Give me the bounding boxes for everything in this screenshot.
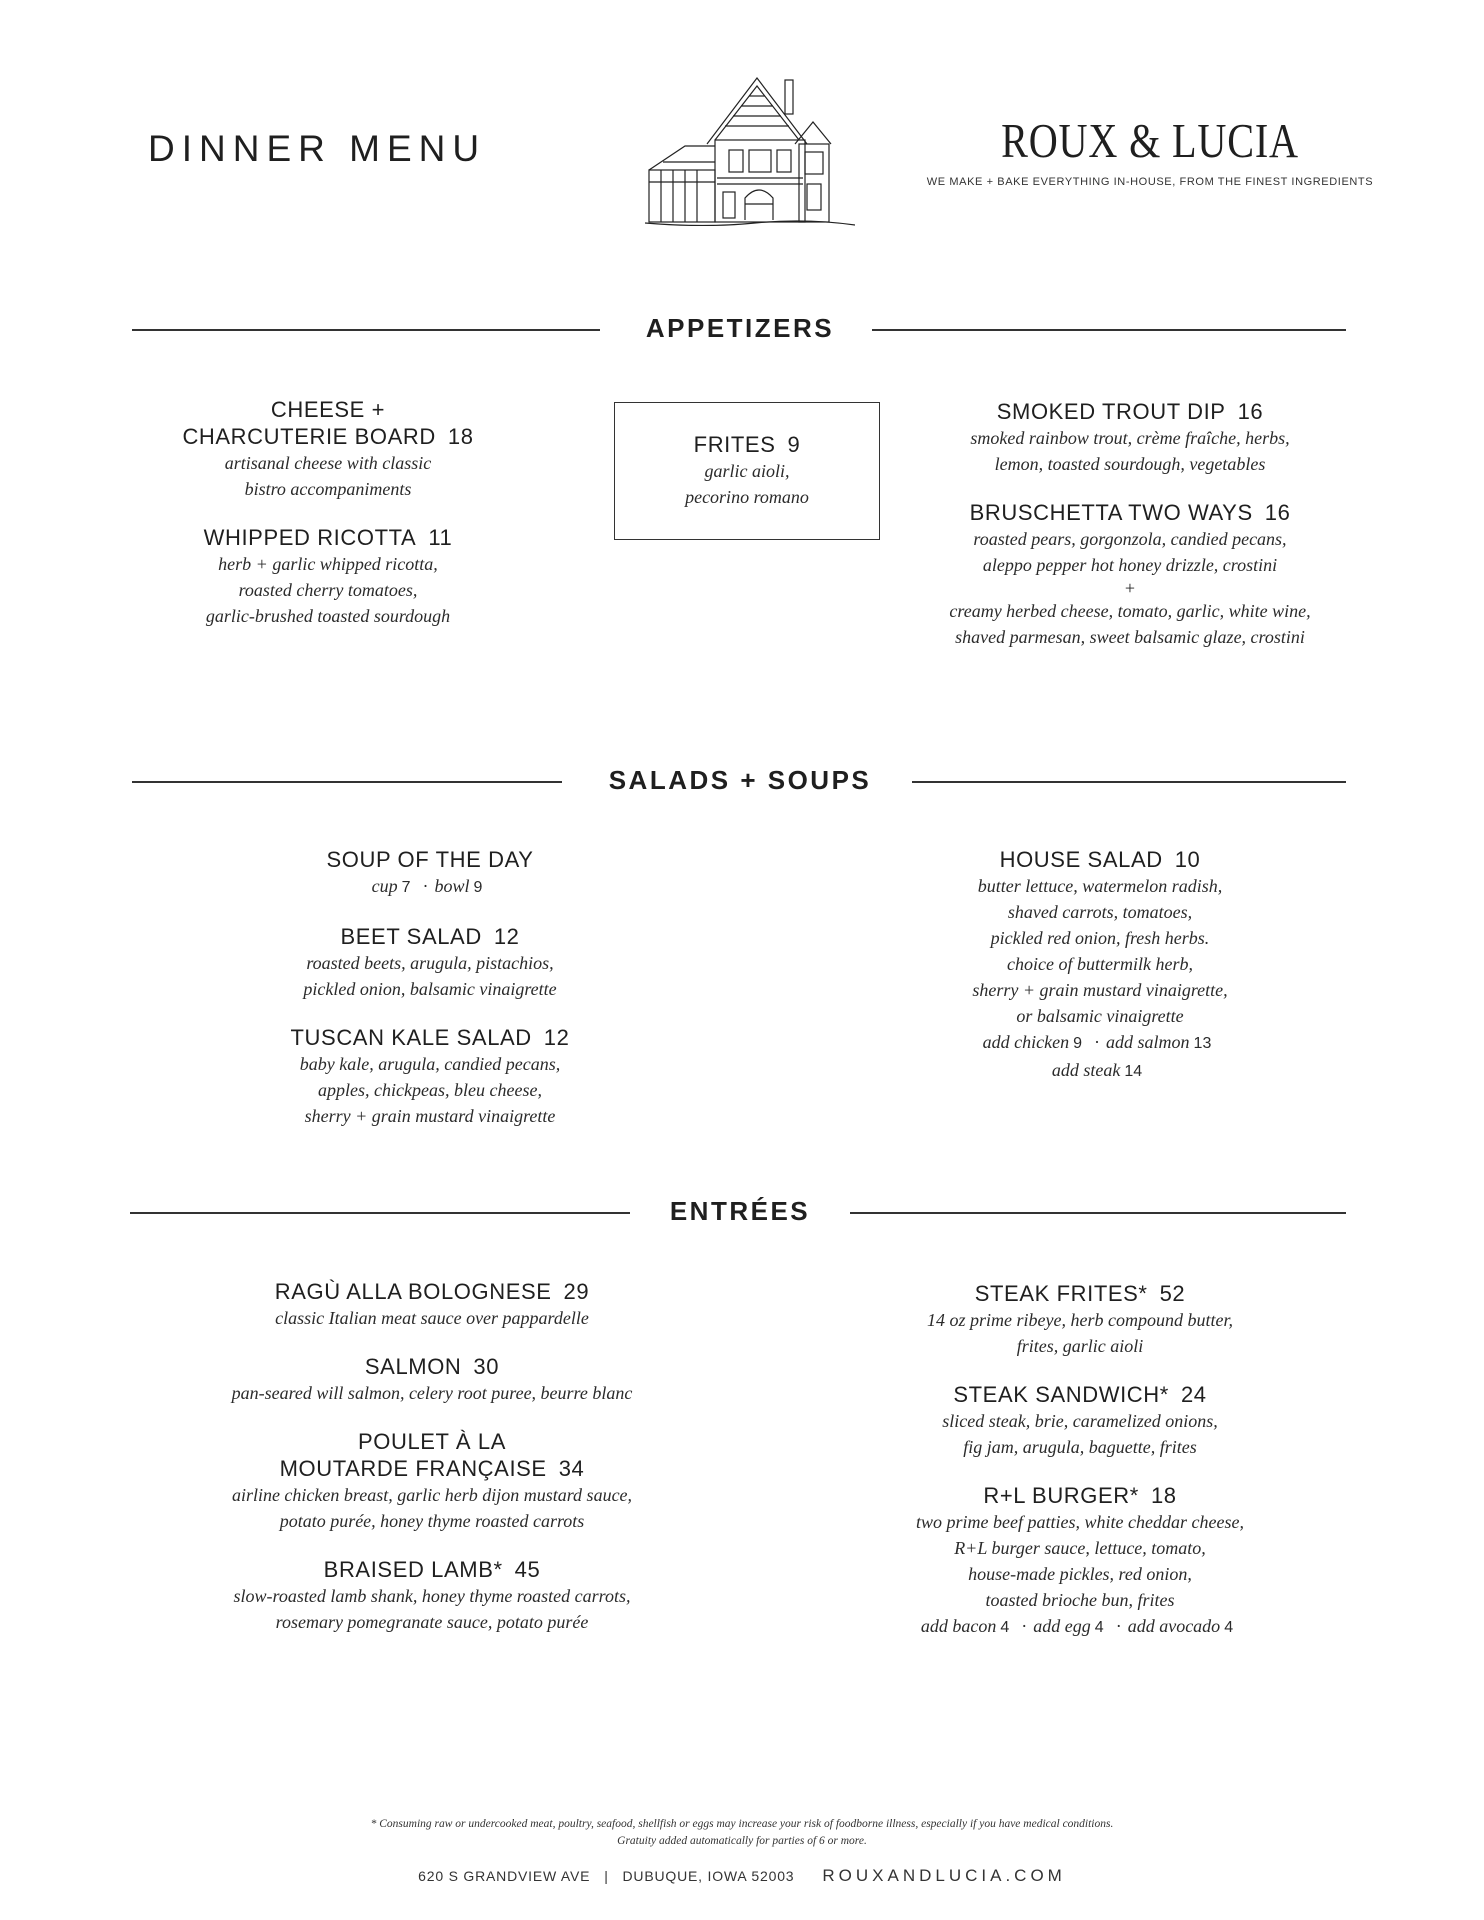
item-description: garlic-brushed toasted sourdough: [205, 606, 451, 626]
section-rule-left: [132, 329, 600, 331]
menu-item: [920, 398, 1340, 477]
item-name: CHARCUTERIE BOARD 18: [182, 424, 474, 449]
brand-tagline: WE MAKE + BAKE EVERYTHING IN-HOUSE, FROM THE FINEST INGREDIENTS: [926, 176, 1374, 188]
item-name: BEET SALAD 12: [340, 924, 520, 949]
item-description: pecorino romano: [685, 487, 809, 507]
item-description: shaved carrots, tomatoes,: [1007, 902, 1193, 922]
item-addons: add steak 14: [1051, 1060, 1143, 1080]
menu-item: [182, 1278, 682, 1331]
item-description: R+L burger sauce, lettuce, tomato,: [954, 1538, 1206, 1558]
item-name: FRITES 9: [693, 432, 801, 457]
entrees-left-column: [182, 1278, 682, 1657]
section-rule-left: [130, 1212, 630, 1214]
disclaimer-line: * Consuming raw or undercooked meat, poultry, seafood, shellfish or eggs may increase your risk of foodborne illness, especially if you have medical conditions.: [370, 1818, 1114, 1830]
item-name: BRUSCHETTA TWO WAYS 16: [969, 500, 1291, 525]
disclaimer-line: Gratuity added automatically for parties of 6 or more.: [617, 1835, 867, 1847]
plus-separator: +: [1124, 578, 1136, 598]
menu-item: [128, 396, 528, 502]
item-description: rosemary pomegranate sauce, potato purée: [275, 1612, 589, 1632]
item-price: 16: [1264, 500, 1291, 525]
menu-item: [128, 524, 528, 629]
menu-item: [850, 1381, 1310, 1460]
item-description: roasted cherry tomatoes,: [238, 580, 418, 600]
menu-item: [850, 1482, 1310, 1641]
address: 620 S GRANDVIEW AVE: [418, 1868, 591, 1884]
house-illustration-icon: [645, 70, 855, 226]
item-price: 12: [543, 1025, 570, 1050]
section-rule-right: [850, 1212, 1346, 1214]
item-name: STEAK FRITES* 52: [974, 1281, 1186, 1306]
item-price: 30: [473, 1354, 500, 1379]
brand-name: ROUX & LUCIA: [1001, 113, 1299, 168]
item-description: sherry + grain mustard vinaigrette: [304, 1106, 556, 1126]
item-description: fig jam, arugula, baguette, frites: [963, 1437, 1197, 1457]
menu-item: [850, 1280, 1310, 1359]
item-description: lemon, toasted sourdough, vegetables: [994, 454, 1266, 474]
item-description: roasted pears, gorgonzola, candied pecans,: [973, 529, 1287, 549]
section-title-entrees: ENTRÉES: [669, 1196, 811, 1226]
item-price: 34: [558, 1456, 585, 1481]
salads-left-column: [230, 846, 630, 1151]
item-description: aleppo pepper hot honey drizzle, crostini: [982, 555, 1278, 575]
footer-contact: [300, 1866, 1184, 1886]
item-addons: add bacon 4 · add egg 4 · add avocado 4: [920, 1616, 1234, 1636]
item-description: pickled onion, balsamic vinaigrette: [303, 979, 557, 999]
item-price: 12: [493, 924, 520, 949]
item-description: sliced steak, brie, caramelized onions,: [942, 1411, 1218, 1431]
item-name: MOUTARDE FRANÇAISE 34: [279, 1456, 585, 1481]
item-description: 14 oz prime ribeye, herb compound butter,: [927, 1310, 1233, 1330]
item-price: 9: [787, 432, 801, 457]
item-description: butter lettuce, watermelon radish,: [977, 876, 1223, 896]
item-description: potato purée, honey thyme roasted carrots: [279, 1511, 585, 1531]
item-name: POULET À LA: [357, 1429, 507, 1454]
item-price: 16: [1237, 399, 1264, 424]
item-description: airline chicken breast, garlic herb dijon mustard sauce,: [231, 1485, 633, 1505]
item-description: herb + garlic whipped ricotta,: [218, 554, 438, 574]
item-description: artisanal cheese with classic: [224, 453, 432, 473]
section-rule-right: [912, 781, 1346, 783]
menu-item: [900, 846, 1300, 1085]
item-description: creamy herbed cheese, tomato, garlic, white wine,: [949, 601, 1311, 621]
item-description: frites, garlic aioli: [1016, 1336, 1144, 1356]
item-description: pan-seared will salmon, celery root puree, beurre blanc: [231, 1383, 633, 1403]
appetizers-right-column: [920, 398, 1340, 672]
menu-item: [920, 499, 1340, 650]
item-name: RAGÙ ALLA BOLOGNESE 29: [274, 1279, 590, 1304]
item-price: 24: [1180, 1382, 1207, 1407]
item-description: slow-roasted lamb shank, honey thyme roasted carrots,: [233, 1586, 631, 1606]
item-price: 52: [1159, 1281, 1186, 1306]
item-description: smoked rainbow trout, crème fraîche, herbs,: [970, 428, 1290, 448]
item-description: toasted brioche bun, frites: [985, 1590, 1175, 1610]
item-name: STEAK SANDWICH* 24: [953, 1382, 1207, 1407]
menu-item: [182, 1556, 682, 1635]
item-price: 18: [1150, 1483, 1177, 1508]
item-price: 29: [563, 1279, 590, 1304]
item-description: house-made pickles, red onion,: [968, 1564, 1192, 1584]
item-price: 18: [447, 424, 474, 449]
item-name: TUSCAN KALE SALAD 12: [290, 1025, 570, 1050]
page-title: DINNER MENU: [148, 128, 487, 169]
menu-item: [230, 846, 630, 901]
entrees-right-column: [850, 1280, 1310, 1663]
item-name: BRAISED LAMB* 45: [323, 1557, 541, 1582]
city: DUBUQUE, IOWA 52003: [622, 1868, 795, 1884]
separator: |: [604, 1868, 609, 1884]
item-name: WHIPPED RICOTTA 11: [203, 525, 453, 550]
menu-item: [230, 923, 630, 1002]
item-description: two prime beef patties, white cheddar cheese,: [916, 1512, 1244, 1532]
section-rule-left: [132, 781, 562, 783]
item-description: shaved parmesan, sweet balsamic glaze, crostini: [955, 627, 1305, 647]
item-description: pickled red onion, fresh herbs.: [990, 928, 1210, 948]
item-price: 11: [428, 525, 453, 550]
section-title-salads-soups: SALADS + SOUPS: [608, 765, 872, 795]
item-description: choice of buttermilk herb,: [1007, 954, 1193, 974]
item-name: R+L BURGER* 18: [983, 1483, 1177, 1508]
item-description: sherry + grain mustard vinaigrette,: [972, 980, 1228, 1000]
item-description: baby kale, arugula, candied pecans,: [299, 1054, 561, 1074]
item-description: apples, chickpeas, bleu cheese,: [318, 1080, 542, 1100]
menu-item: [230, 1024, 630, 1129]
section-title-appetizers: APPETIZERS: [645, 313, 835, 343]
item-name: SALMON 30: [364, 1354, 500, 1379]
menu-item: [182, 1428, 682, 1534]
featured-item-box: [614, 402, 880, 540]
disclaimer: [300, 1816, 1184, 1850]
salads-right-column: [900, 846, 1300, 1107]
section-rule-right: [872, 329, 1346, 331]
item-description: classic Italian meat sauce over pappardelle: [275, 1308, 589, 1328]
item-description: bistro accompaniments: [244, 479, 412, 499]
item-description: garlic aioli,: [704, 461, 790, 481]
item-name: CHEESE +: [270, 397, 386, 422]
item-description: cup 7 · bowl 9: [371, 876, 483, 896]
menu-item: [182, 1353, 682, 1406]
item-name: HOUSE SALAD 10: [999, 847, 1201, 872]
item-price: 45: [514, 1557, 541, 1582]
website-link[interactable]: ROUXANDLUCIA.COM: [822, 1866, 1066, 1885]
item-description: or balsamic vinaigrette: [1016, 1006, 1184, 1026]
item-name: SOUP OF THE DAY: [326, 847, 534, 872]
item-description: roasted beets, arugula, pistachios,: [306, 953, 554, 973]
item-addons: add chicken 9 · add salmon 13: [982, 1032, 1212, 1052]
item-price: 10: [1174, 847, 1201, 872]
item-name: SMOKED TROUT DIP 16: [996, 399, 1264, 424]
appetizers-left-column: [128, 396, 528, 651]
